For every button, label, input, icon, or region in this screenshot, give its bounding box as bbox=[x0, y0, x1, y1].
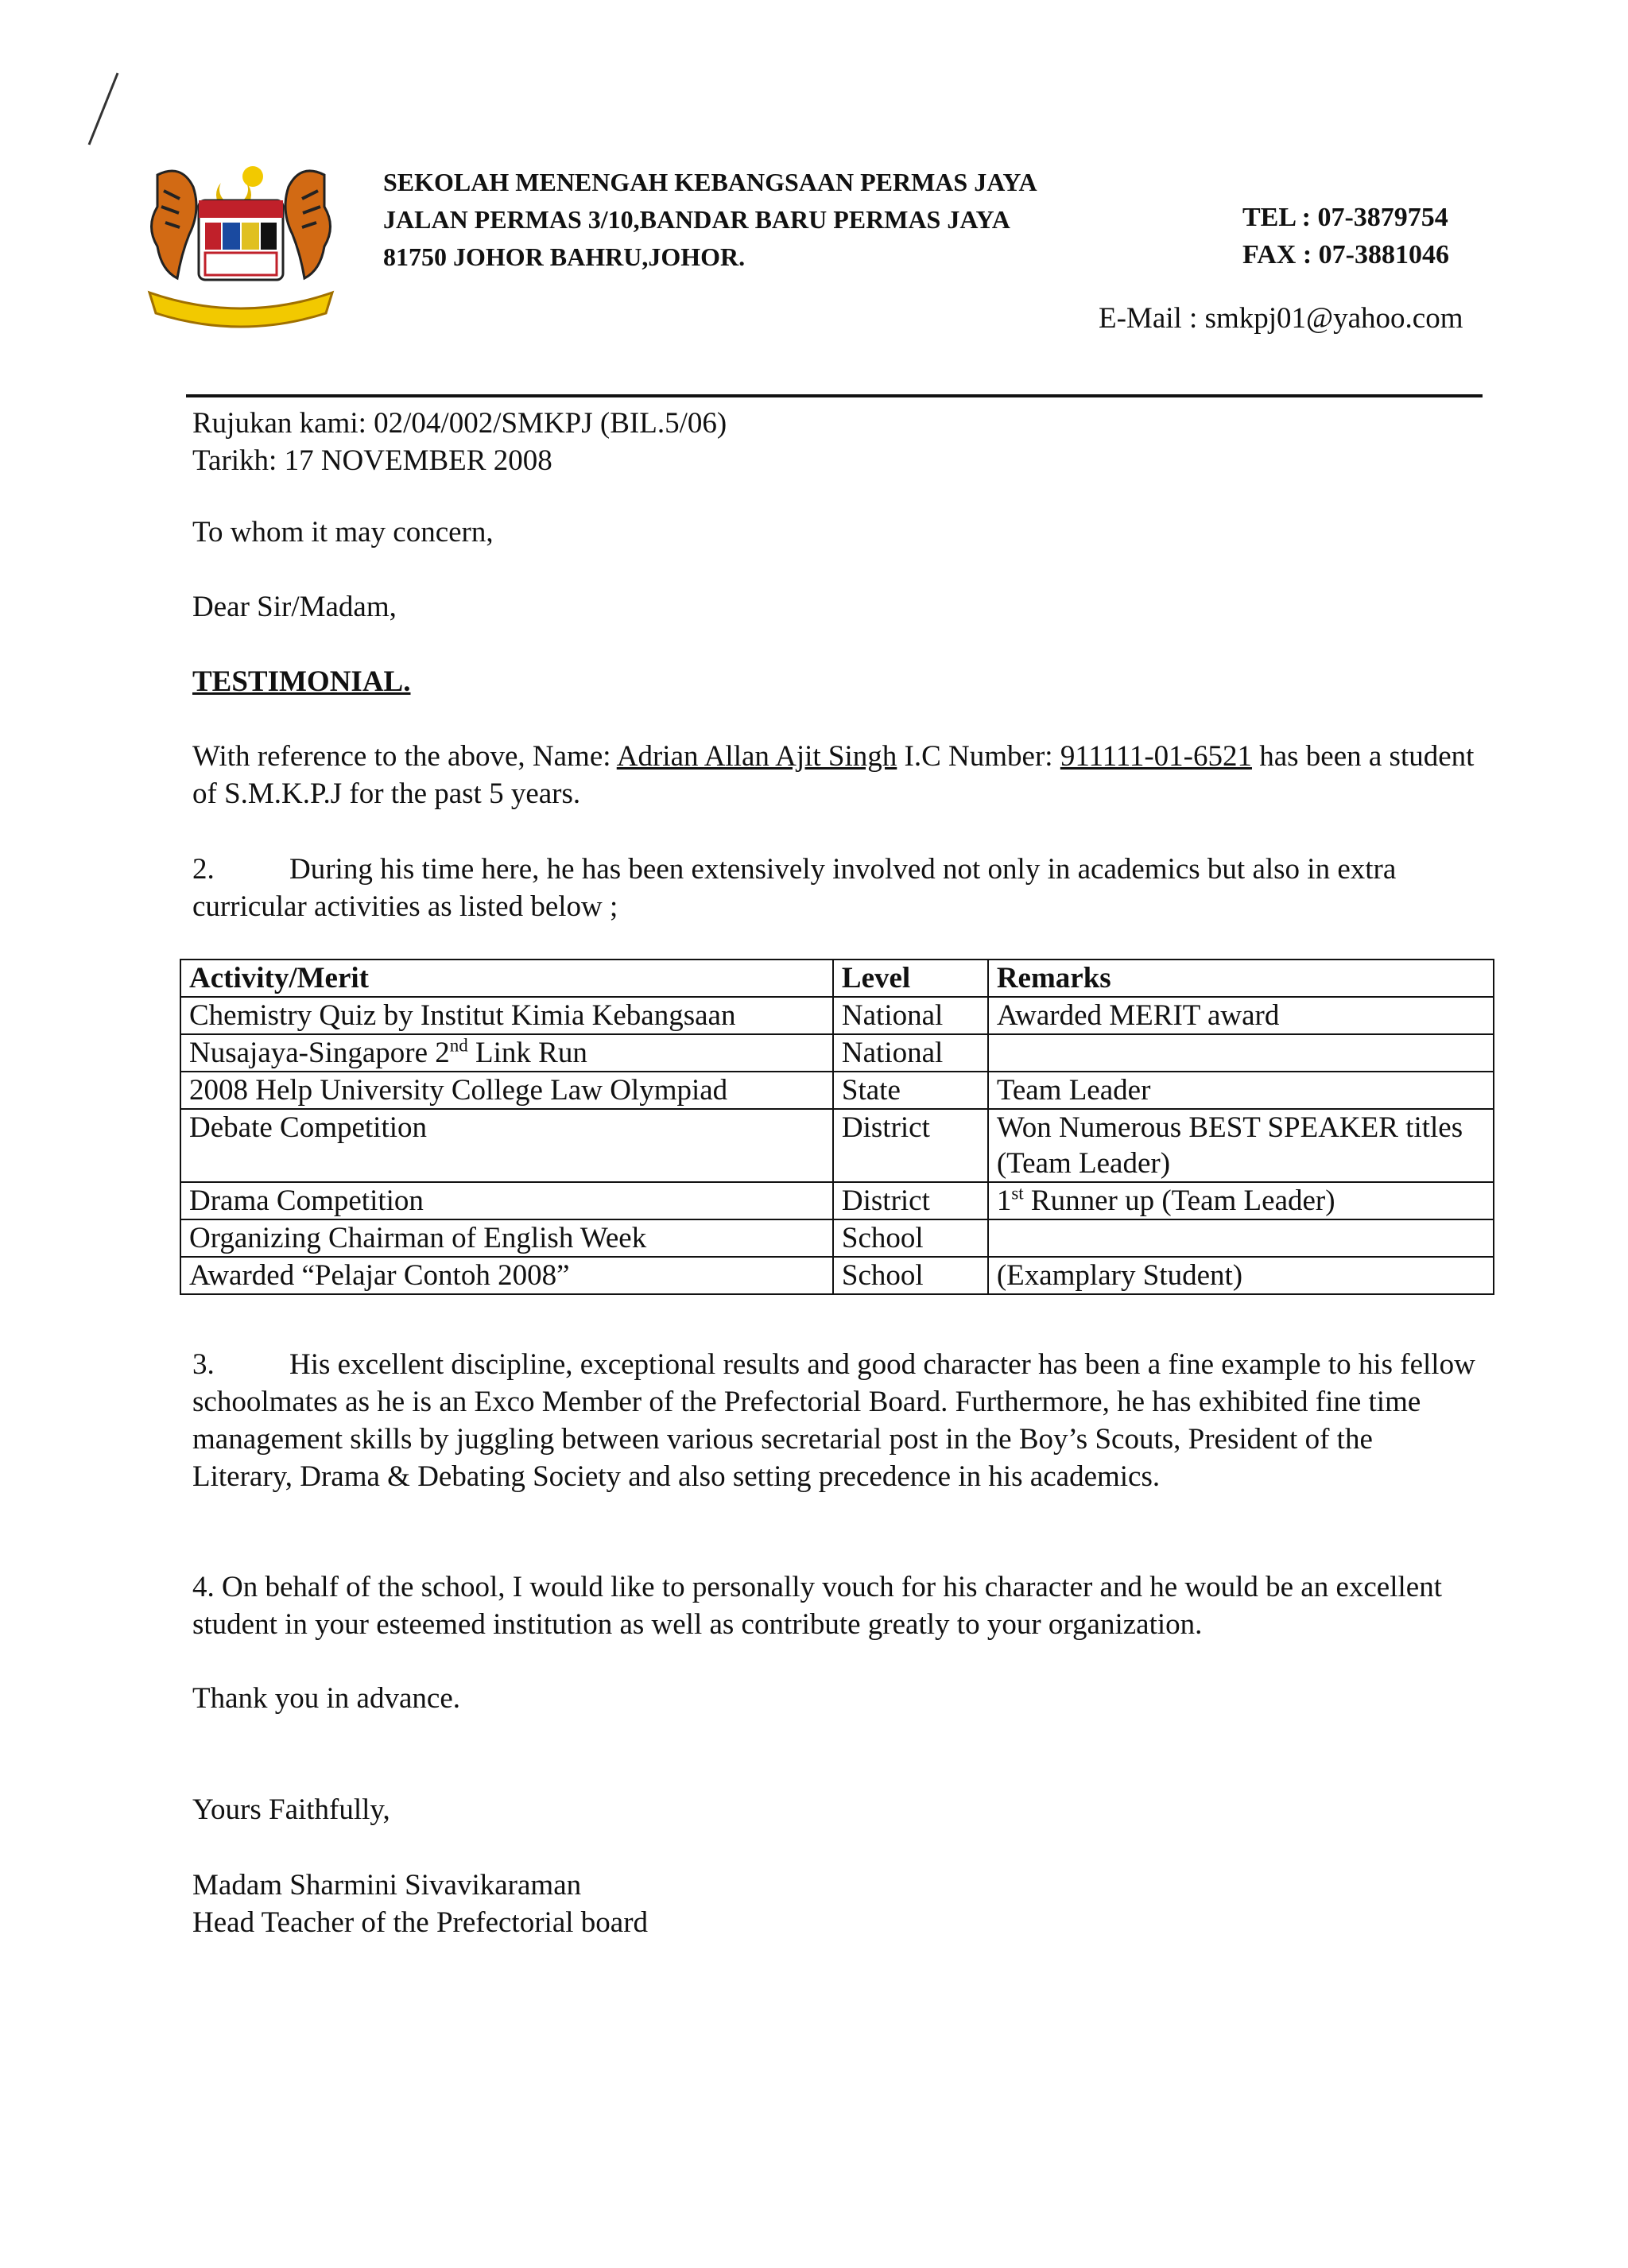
level-cell: State bbox=[833, 1072, 988, 1109]
table-row bbox=[180, 1072, 1494, 1109]
level-cell: District bbox=[833, 1109, 988, 1182]
remarks-cell: Won Numerous BEST SPEAKER titles (Team Leader) bbox=[988, 1109, 1494, 1182]
table-row bbox=[180, 997, 1494, 1034]
intro-text-pre: With reference to the above, Name: bbox=[192, 740, 617, 773]
remarks-cell bbox=[988, 1034, 1494, 1072]
activity-cell: Debate Competition bbox=[180, 1109, 833, 1182]
ic-label: I.C Number: bbox=[897, 740, 1060, 773]
table-header-row bbox=[180, 960, 1494, 997]
paragraph-4: 4. On behalf of the school, I would like to personally vouch for his character and he would be an excellent student in your esteemed institution as well as contribute greatly to your organization. bbox=[192, 1571, 1442, 1641]
letterhead-contacts bbox=[1242, 199, 1449, 273]
header-divider bbox=[186, 394, 1483, 397]
letterhead-address bbox=[383, 164, 1037, 276]
paragraph-3 bbox=[192, 1346, 1480, 1495]
intro-paragraph bbox=[192, 738, 1480, 812]
malaysia-coat-of-arms-icon bbox=[134, 159, 348, 330]
paragraph-number: 2. bbox=[192, 853, 215, 886]
school-name: SEKOLAH MENENGAH KEBANGSAAN PERMAS JAYA bbox=[383, 168, 1037, 196]
fax: FAX : 07-3881046 bbox=[1242, 240, 1449, 269]
salutation-dear: Dear Sir/Madam, bbox=[192, 591, 397, 623]
remarks-cell: Team Leader bbox=[988, 1072, 1494, 1109]
level-cell: School bbox=[833, 1257, 988, 1294]
intro-text-post: has been a student of S.M.K.P.J for the past 5 years. bbox=[192, 740, 1475, 810]
table-row bbox=[180, 1034, 1494, 1072]
table-row bbox=[180, 1219, 1494, 1257]
address-line-2: 81750 JOHOR BAHRU,JOHOR. bbox=[383, 242, 746, 271]
remarks-cell bbox=[988, 1219, 1494, 1257]
level-cell: District bbox=[833, 1182, 988, 1219]
column-header-activity: Activity/Merit bbox=[180, 960, 833, 997]
level-cell: National bbox=[833, 997, 988, 1034]
signatory-title: Head Teacher of the Prefectorial board bbox=[192, 1906, 649, 1939]
remarks-cell: Awarded MERIT award bbox=[988, 997, 1494, 1034]
level-cell: School bbox=[833, 1219, 988, 1257]
column-header-remarks: Remarks bbox=[988, 960, 1494, 997]
telephone: TEL : 07-3879754 bbox=[1242, 203, 1448, 232]
ordinal-suffix: nd bbox=[449, 1035, 468, 1056]
student-name: Adrian Allan Ajit Singh bbox=[616, 740, 897, 773]
activity-cell: Awarded “Pelajar Contoh 2008” bbox=[180, 1257, 833, 1294]
pen-stroke-mark bbox=[79, 72, 127, 151]
address-line-1: JALAN PERMAS 3/10,BANDAR BARU PERMAS JAYA bbox=[383, 205, 1010, 234]
letter-date: Tarikh: 17 NOVEMBER 2008 bbox=[192, 444, 552, 477]
paragraph-number: 3. bbox=[192, 1348, 215, 1381]
remarks-text: 1 bbox=[996, 1184, 1012, 1217]
activity-cell: Organizing Chairman of English Week bbox=[180, 1219, 833, 1257]
activity-table bbox=[180, 959, 1494, 1295]
email-address: E-Mail : smkpj01@yahoo.com bbox=[1099, 302, 1463, 335]
table-row bbox=[180, 1182, 1494, 1219]
remarks-cell bbox=[988, 1182, 1494, 1219]
column-header-level: Level bbox=[833, 960, 988, 997]
reference-number: Rujukan kami: 02/04/002/SMKPJ (BIL.5/06) bbox=[192, 407, 727, 440]
ic-number: 911111-01-6521 bbox=[1060, 740, 1252, 773]
thank-you-line: Thank you in advance. bbox=[192, 1682, 460, 1715]
table-row bbox=[180, 1109, 1494, 1182]
document-title: TESTIMONIAL. bbox=[192, 665, 411, 698]
paragraph-2 bbox=[192, 851, 1480, 925]
remarks-text: Runner up (Team Leader) bbox=[1023, 1184, 1335, 1217]
salutation-to: To whom it may concern, bbox=[192, 516, 494, 549]
signatory-name: Madam Sharmini Sivavikaraman bbox=[192, 1869, 582, 1902]
activity-cell: 2008 Help University College Law Olympiad bbox=[180, 1072, 833, 1109]
reference-block bbox=[192, 405, 727, 479]
activity-text: Nusajaya-Singapore 2 bbox=[189, 1037, 450, 1069]
activity-cell: Chemistry Quiz by Institut Kimia Kebangsaan bbox=[180, 997, 833, 1034]
yours-faithfully: Yours Faithfully, bbox=[192, 1793, 390, 1826]
remarks-cell: (Examplary Student) bbox=[988, 1257, 1494, 1294]
activity-text: Link Run bbox=[467, 1037, 587, 1069]
paragraph-text: During his time here, he has been extensively involved not only in academics but also in extra curricular activities as listed below ; bbox=[192, 853, 1397, 923]
ordinal-suffix: st bbox=[1011, 1183, 1024, 1204]
table-row bbox=[180, 1257, 1494, 1294]
level-cell: National bbox=[833, 1034, 988, 1072]
activity-cell: Drama Competition bbox=[180, 1182, 833, 1219]
paragraph-text: His excellent discipline, exceptional results and good character has been a fine example to his fellow schoolmates as he is an Exco Member of the Prefectorial Board. Furthermore, he has exhibited fine time management skills by juggling between various secretarial post in the Boy’s Scouts, President of the Literary, Drama & Debating Society and also setting precedence in his academics. bbox=[192, 1348, 1475, 1493]
activity-cell bbox=[180, 1034, 833, 1072]
